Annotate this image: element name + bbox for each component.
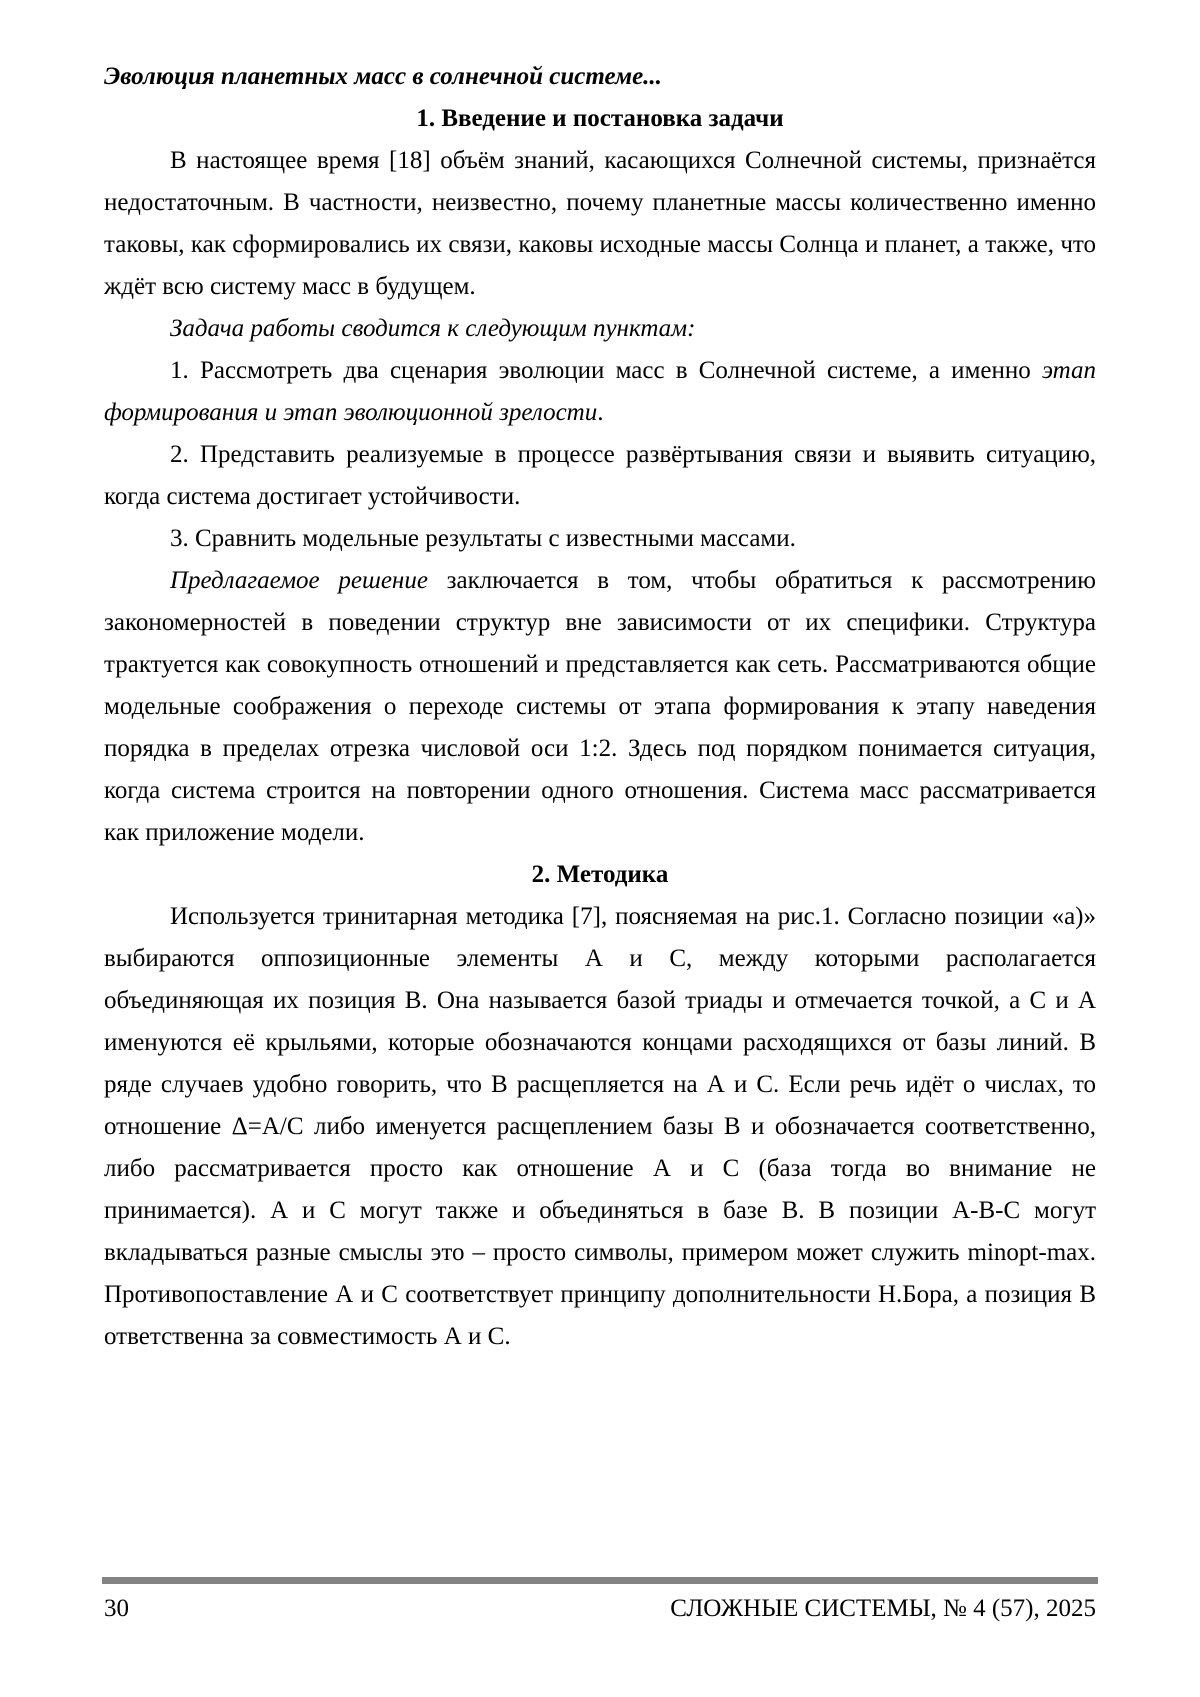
list-item-1-period: . <box>597 399 604 426</box>
paragraph-solution-lead-italic: Предлагаемое решение <box>170 567 428 594</box>
paragraph-intro: В настоящее время [18] объём знаний, касающихся Солнечной системы, признаётся недостаточным. В частности, неизвестно, почему планетные массы количественно именно таковы, как сформировались их связи, каковы исходные массы Солнца и планет, а также, что ждёт всю систему масс в будущем. <box>104 147 1096 300</box>
paragraph-solution <box>104 560 1096 854</box>
journal-reference: СЛОЖНЫЕ СИСТЕМЫ, № 4 (57), 2025 <box>670 1595 1096 1622</box>
section-1-heading: 1. Введение и постановка задачи <box>416 105 784 132</box>
list-item-1-text: 1. Рассмотреть два сценария эволюции масс в Солнечной системе, а именно <box>170 357 1042 384</box>
list-item-1 <box>104 350 1096 434</box>
list-item-2: 2. Представить реализуемые в процессе развёртывания связи и выявить ситуацию, когда система достигает устойчивости. <box>104 441 1096 510</box>
running-head: Эволюция планетных масс в солнечной системе... <box>104 63 662 90</box>
footer <box>104 1592 1096 1626</box>
paragraph-task-statement: Задача работы сводится к следующим пунктам: <box>170 315 696 342</box>
paragraph-methodology: Используется тринитарная методика [7], поясняемая на рис.1. Согласно позиции «а)» выбираются оппозиционные элементы А и С, между которыми располагается объединяющая их позиция В. Она называется базой триады и отмечается точкой, а С и А именуются её крыльями, которые обозначаются концами расходящихся от базы линий. В ряде случаев удобно говорить, что В расщепляется на А и С. Если речь идёт о числах, то отношение Δ=А/С либо именуется расщеплением базы В и обозначается соответственно, либо рассматривается просто как отношение А и С (база тогда во внимание не принимается). А и С могут также и объединяться в базе В. В позиции А-В-С могут вкладываться разные смыслы это – просто символы, примером может служить minopt-max. Противопоставление А и С соответствует принципу дополнительности Н.Бора, а позиция В ответственна за совместимость А и С. <box>104 903 1096 1350</box>
list-item-3: 3. Сравнить модельные результаты с известными массами. <box>170 525 796 552</box>
page-number: 30 <box>104 1595 129 1622</box>
footer-rule <box>102 1577 1098 1584</box>
page-content <box>104 56 1096 1358</box>
section-2-heading: 2. Методика <box>531 861 669 888</box>
paragraph-solution-text: заключается в том, чтобы обратиться к рассмотрению закономерностей в поведении структур вне зависимости от их специфики. Структура трактуется как совокупность отношений и представляется как сеть. Рассматриваются общие модельные соображения о переходе системы от этапа формирования к этапу наведения порядка в пределах отрезка числовой оси 1:2. Здесь под порядком понимается ситуация, когда система строится на повторении одного отношения. Система масс рассматривается как приложение модели. <box>104 567 1096 846</box>
list-item-1-italic-phrase: этап формирования и этап эволюционной зрелости <box>104 357 1096 426</box>
